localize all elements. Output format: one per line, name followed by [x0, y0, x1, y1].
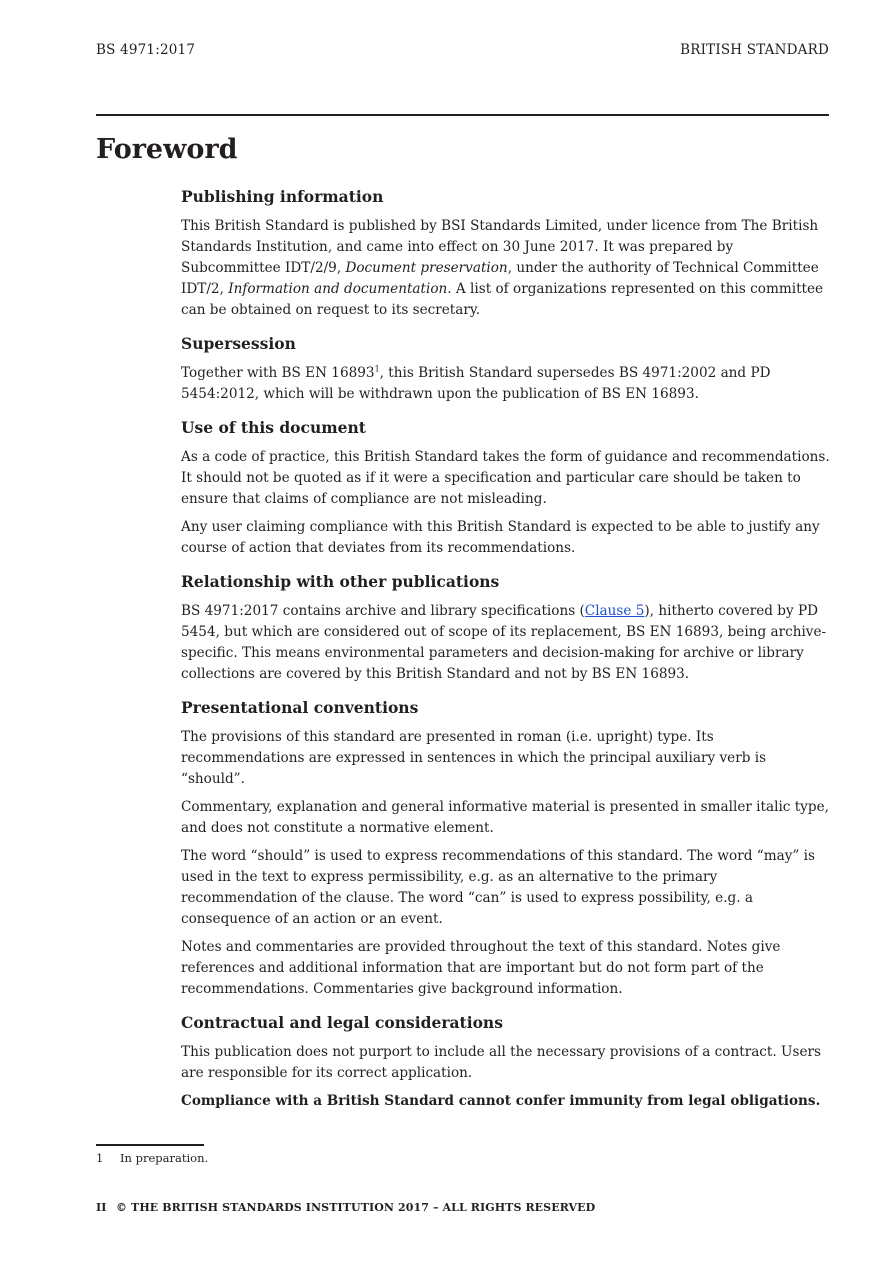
- legal-notice: Compliance with a British Standard cannot confer immunity from legal obligations.: [181, 1093, 821, 1109]
- section-heading: Presentational conventions: [181, 698, 419, 717]
- section-heading: Use of this document: [181, 418, 366, 437]
- section-publishing-information: [181, 186, 831, 321]
- section-heading: Publishing information: [181, 187, 384, 206]
- text-run: Together with BS EN 16893: [181, 365, 375, 381]
- foreword-body: [181, 186, 831, 1119]
- clause-5-link[interactable]: Clause 5: [584, 603, 645, 619]
- section-heading: Relationship with other publications: [181, 572, 500, 591]
- document-type: BRITISH STANDARD: [680, 42, 829, 58]
- title-rule: [96, 114, 829, 116]
- running-footer: [96, 1201, 595, 1214]
- section-heading: Contractual and legal considerations: [181, 1013, 503, 1032]
- italic-run: Document preservation: [345, 260, 508, 276]
- paragraph: This publication does not purport to include all the necessary provisions of a contract. Users are responsible for its correct application.: [181, 1044, 821, 1081]
- text-run: . A list of organizations represented on this committee can be obtained on request to its secretary.: [181, 281, 824, 318]
- text-run: , under the authority of Technical Committee IDT/2,: [181, 260, 819, 297]
- text-run: BS 4971:2017 contains archive and library specifications (: [181, 603, 585, 619]
- footnote-reference: 1: [374, 364, 380, 374]
- section-supersession: [181, 333, 831, 405]
- paragraph: Commentary, explanation and general informative material is presented in smaller italic type, and does not constitute a normative element.: [181, 799, 829, 836]
- document-id: BS 4971:2017: [96, 42, 196, 58]
- page-number: II: [96, 1201, 107, 1214]
- footnote-text: In preparation.: [120, 1151, 209, 1165]
- paragraph: Any user claiming compliance with this British Standard is expected to be able to justify any course of action that deviates from its recommendations.: [181, 519, 820, 556]
- paragraph: [181, 216, 831, 321]
- paragraph: The word “should” is used to express recommendations of this standard. The word “may” is used in the text to express permissibility, e.g. as an alternative to the primary recommendation of the clause. The word “can” is used to express possibility, e.g. a consequence of an action or an event.: [181, 848, 815, 927]
- paragraph: As a code of practice, this British Standard takes the form of guidance and recommendations. It should not be quoted as if it were a specification and particular care should be taken to ensure that claims of compliance are not misleading.: [181, 449, 830, 507]
- section-use-of-this-document: [181, 417, 831, 559]
- footnote-number: 1: [96, 1151, 104, 1165]
- page-title: Foreword: [96, 134, 238, 165]
- section-presentational-conventions: [181, 697, 831, 1000]
- paragraph: [181, 601, 831, 685]
- paragraph: Notes and commentaries are provided throughout the text of this standard. Notes give references and additional information that are important but do not form part of the recommendations. Commentaries give background information.: [181, 939, 781, 997]
- section-heading: Supersession: [181, 334, 296, 353]
- footnote: [96, 1150, 208, 1166]
- paragraph: [181, 363, 831, 405]
- italic-run: Information and documentation: [228, 281, 448, 297]
- section-relationship-with-other-publications: [181, 571, 831, 685]
- section-contractual-and-legal-considerations: [181, 1012, 831, 1112]
- text-run: , this British Standard supersedes BS 4971:2002 and PD 5454:2012, which will be withdrawn upon the publication of BS EN 16893.: [181, 365, 771, 402]
- copyright-notice: © THE BRITISH STANDARDS INSTITUTION 2017 – ALL RIGHTS RESERVED: [116, 1201, 596, 1214]
- footnote-rule: [96, 1144, 204, 1146]
- text-run: This British Standard is published by BSI Standards Limited, under licence from The British Standards Institution, and came into effect on 30 June 2017. It was prepared by Subcommittee IDT/2/9,: [181, 218, 819, 276]
- paragraph: The provisions of this standard are presented in roman (i.e. upright) type. Its recommendations are expressed in sentences in which the principal auxiliary verb is “should”.: [181, 729, 767, 787]
- text-run: ), hitherto covered by PD 5454, but which are considered out of scope of its replacement, BS EN 16893, being archive-specific. This means environmental parameters and decision-making for archive or library collections are covered by this British Standard and not by BS EN 16893.: [181, 603, 827, 682]
